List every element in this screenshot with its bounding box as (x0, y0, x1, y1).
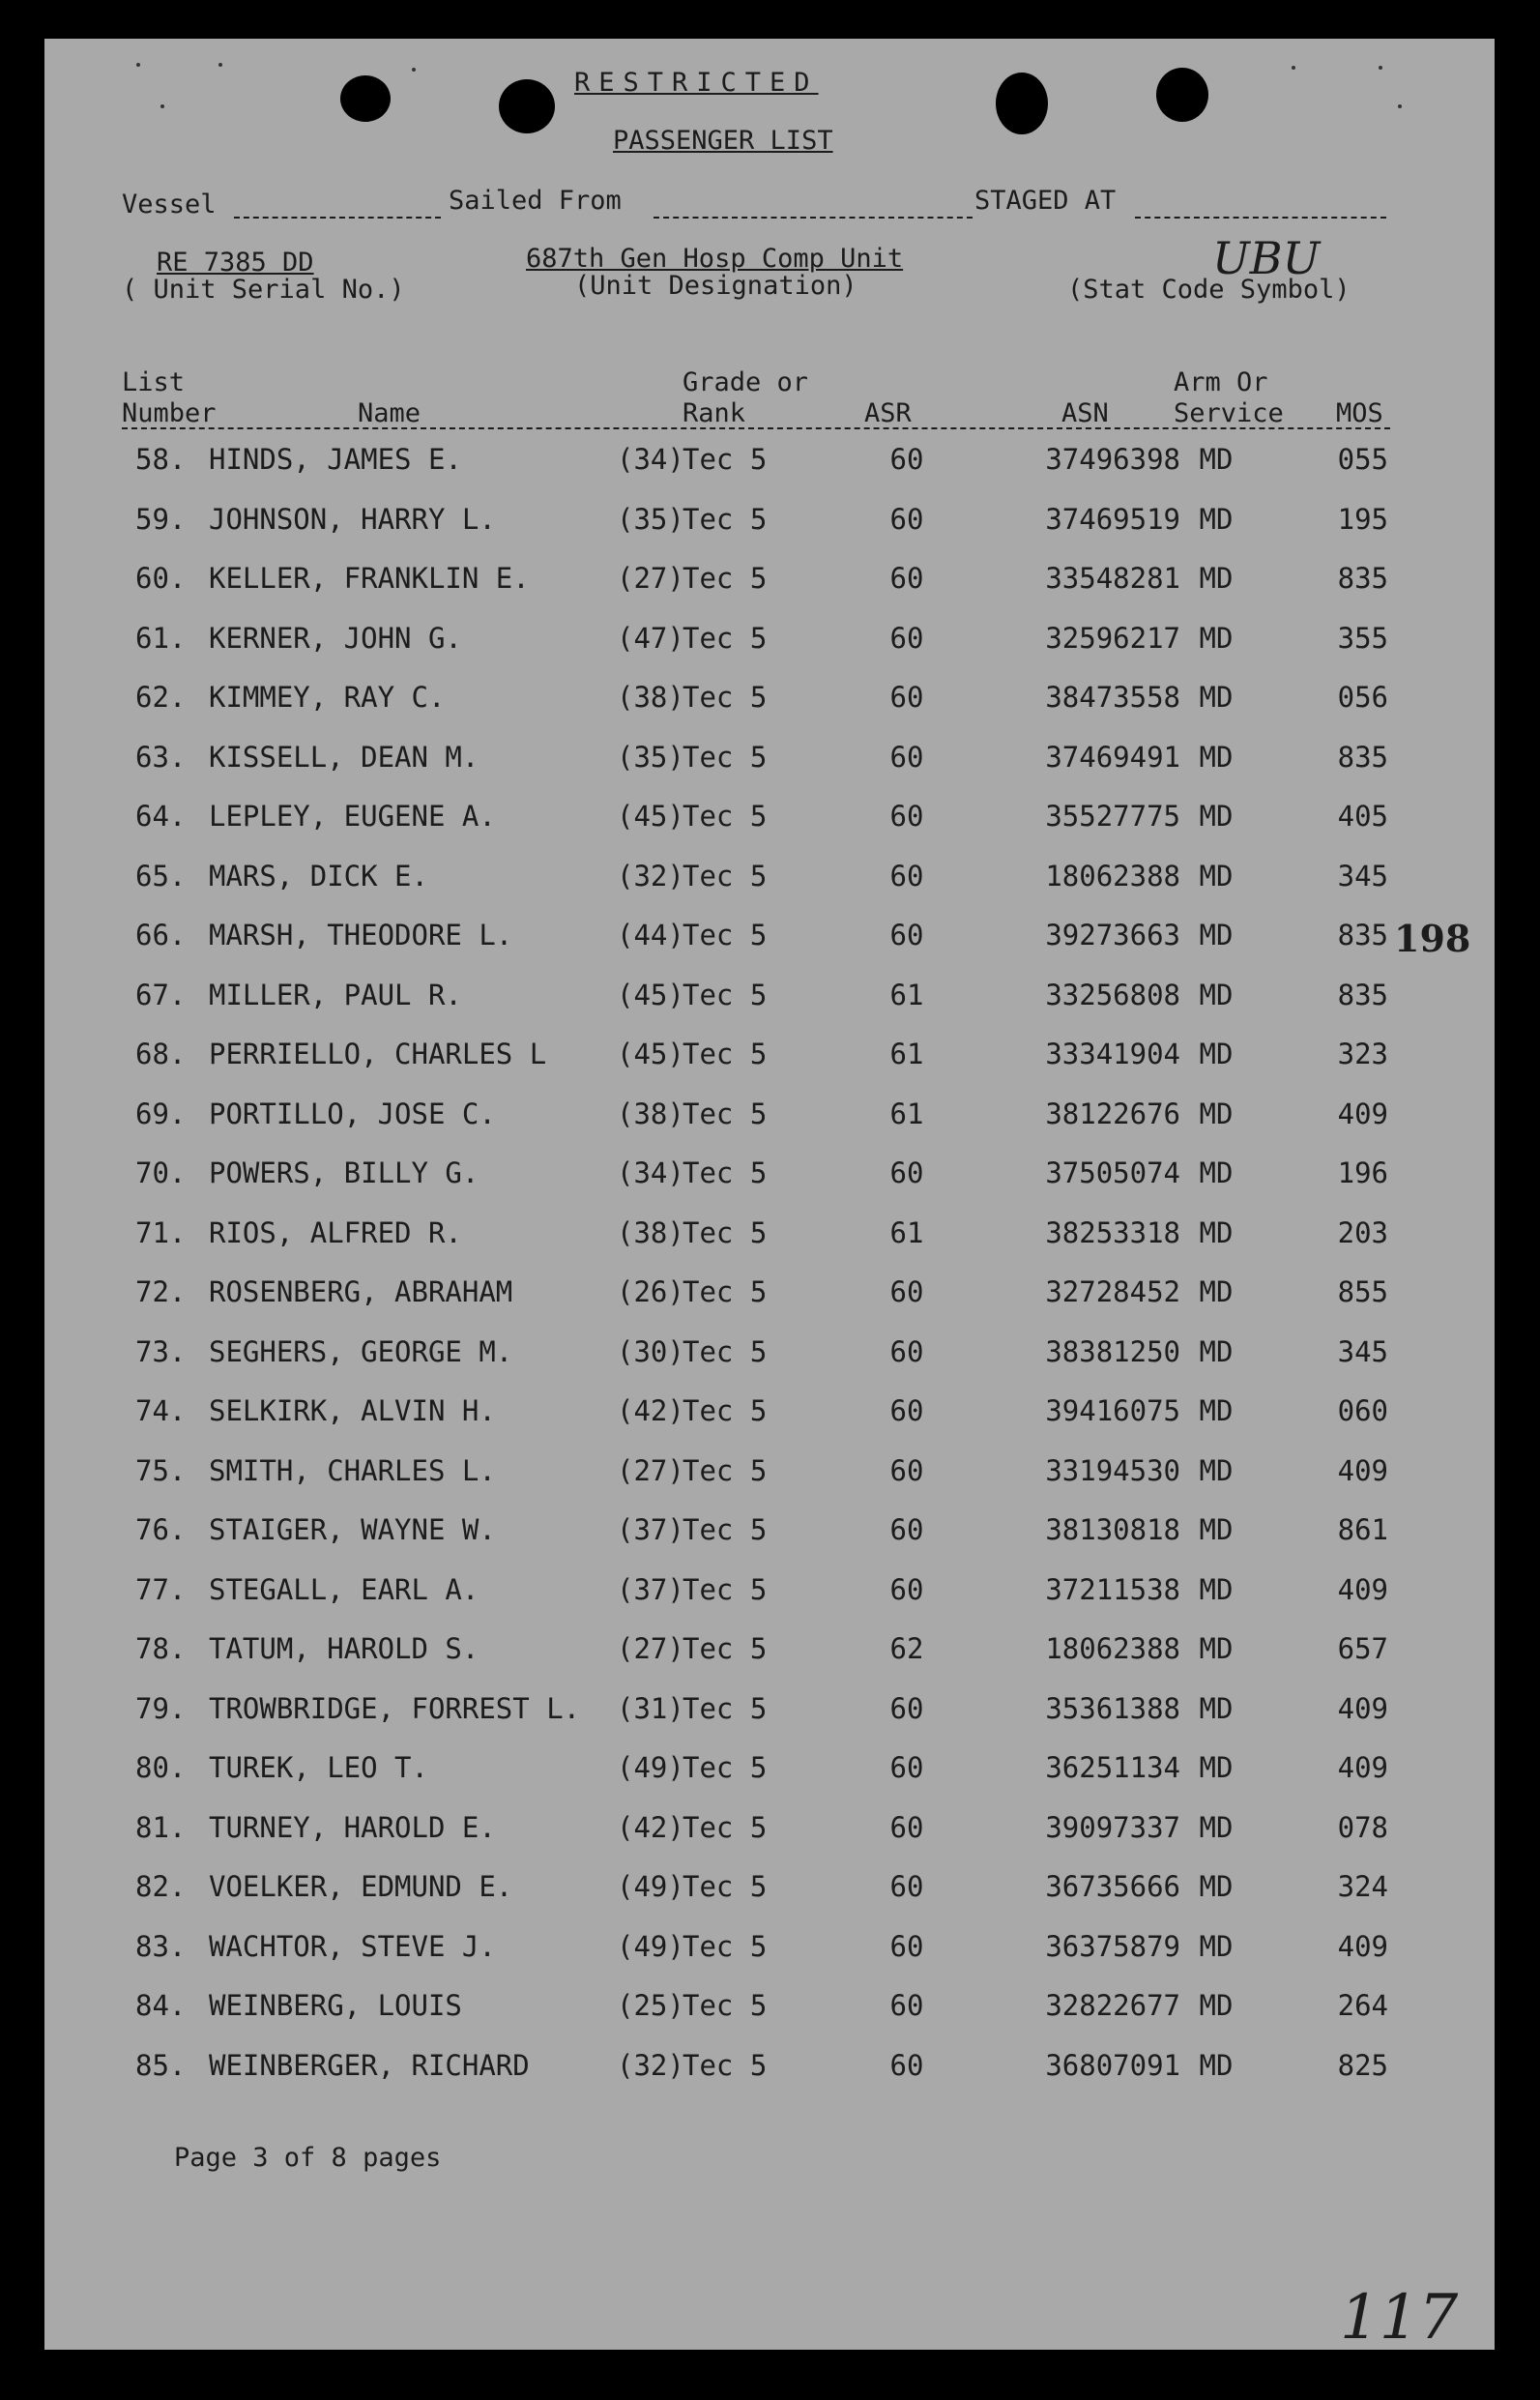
grade-rank: Tec 5 (683, 919, 768, 951)
arm-service: MD (1199, 1632, 1234, 1665)
asr-score: 60 (889, 1275, 924, 1308)
staged-at-label: STAGED AT (974, 186, 1117, 216)
passenger-age: (45) (617, 1038, 684, 1070)
arm-service: MD (1199, 1513, 1234, 1546)
table-row (44, 1394, 1495, 1433)
passenger-name: ROSENBERG, ABRAHAM (209, 1275, 513, 1308)
list-number: 60. (135, 562, 187, 595)
table-row (44, 1216, 1495, 1255)
grade-rank: Tec 5 (683, 1097, 768, 1130)
asr-score: 60 (889, 1453, 924, 1487)
list-number: 83. (135, 1929, 187, 1963)
mos-code: 861 (1337, 1513, 1388, 1546)
arm-service: MD (1199, 1751, 1234, 1784)
asr-score: 60 (889, 681, 924, 714)
passenger-age: (30) (617, 1334, 684, 1368)
passenger-age: (27) (617, 1453, 684, 1487)
passenger-name: PERRIELLO, CHARLES L (209, 1038, 547, 1070)
asn-number: 37469491 (1045, 740, 1180, 774)
asr-score: 60 (889, 740, 924, 774)
passenger-name: SEGHERS, GEORGE M. (209, 1334, 513, 1368)
list-number: 65. (135, 859, 187, 893)
list-number: 62. (135, 681, 187, 714)
unit-serial-label: ( Unit Serial No.) (122, 275, 405, 305)
asn-number: 33548281 (1045, 562, 1180, 595)
arm-service: MD (1199, 1453, 1234, 1487)
col-name: Name (358, 398, 421, 428)
arm-service: MD (1199, 681, 1234, 714)
asr-score: 60 (889, 1572, 924, 1606)
list-number: 74. (135, 1394, 187, 1427)
table-row (44, 741, 1495, 779)
asn-number: 35361388 (1045, 1691, 1180, 1725)
passenger-age: (27) (617, 562, 684, 595)
passenger-name: WEINBERG, LOUIS (209, 1989, 462, 2022)
passenger-age: (26) (617, 1275, 684, 1308)
passenger-name: WACHTOR, STEVE J. (209, 1929, 496, 1963)
asr-score: 60 (889, 562, 924, 595)
asn-number: 18062388 (1045, 1632, 1180, 1665)
grade-rank: Tec 5 (683, 562, 768, 595)
handwritten-page-number: 117 (1340, 2282, 1459, 2354)
asr-score: 61 (889, 1097, 924, 1130)
table-row (44, 1335, 1495, 1374)
grade-rank: Tec 5 (683, 859, 768, 893)
stat-code-label: (Stat Code Symbol) (1067, 275, 1351, 305)
asr-score: 60 (889, 1156, 924, 1189)
asn-number: 39097337 (1045, 1810, 1180, 1844)
asn-number: 36251134 (1045, 1751, 1180, 1784)
grade-rank: Tec 5 (683, 1572, 768, 1606)
table-row (44, 681, 1495, 719)
passenger-name: MARSH, THEODORE L. (209, 919, 513, 951)
document-title: RESTRICTED (574, 68, 819, 98)
arm-service: MD (1199, 1334, 1234, 1368)
list-number: 84. (135, 1989, 187, 2022)
asn-number: 39416075 (1045, 1394, 1180, 1427)
mos-code: 056 (1337, 681, 1388, 714)
mos-code: 345 (1337, 859, 1388, 893)
asr-score: 60 (889, 502, 924, 536)
punch-hole (499, 79, 555, 133)
arm-service: MD (1199, 1038, 1234, 1070)
col-arm: Arm Or Service (1174, 367, 1284, 428)
passenger-age: (47) (617, 621, 684, 655)
mos-code: 409 (1337, 1691, 1388, 1725)
list-number: 68. (135, 1038, 187, 1070)
table-row (44, 622, 1495, 660)
asr-score: 61 (889, 978, 924, 1011)
asn-number: 37505074 (1045, 1156, 1180, 1189)
passenger-age: (34) (617, 1156, 684, 1189)
asr-score: 60 (889, 1751, 924, 1784)
arm-service: MD (1199, 740, 1234, 774)
table-row (44, 979, 1495, 1017)
mos-code: 055 (1337, 443, 1388, 476)
arm-service: MD (1199, 1870, 1234, 1903)
grade-rank: Tec 5 (683, 1394, 768, 1427)
asn-number: 37211538 (1045, 1572, 1180, 1606)
list-number: 81. (135, 1810, 187, 1844)
passenger-age: (45) (617, 978, 684, 1011)
asr-score: 61 (889, 1038, 924, 1070)
grade-rank: Tec 5 (683, 1989, 768, 2022)
mos-code: 203 (1337, 1215, 1388, 1249)
asn-number: 36735666 (1045, 1870, 1180, 1903)
arm-service: MD (1199, 800, 1234, 833)
table-row (44, 1692, 1495, 1731)
passenger-age: (35) (617, 502, 684, 536)
grade-rank: Tec 5 (683, 1275, 768, 1308)
arm-service: MD (1199, 919, 1234, 951)
asn-number: 38473558 (1045, 681, 1180, 714)
punch-hole (340, 75, 391, 122)
arm-service: MD (1199, 621, 1234, 655)
arm-service: MD (1199, 2048, 1234, 2082)
asn-number: 32728452 (1045, 1275, 1180, 1308)
punch-hole (996, 73, 1048, 134)
asn-number: 33256808 (1045, 978, 1180, 1011)
mos-code: 409 (1337, 1929, 1388, 1963)
asr-score: 60 (889, 443, 924, 476)
passenger-age: (49) (617, 1751, 684, 1784)
asn-number: 38381250 (1045, 1334, 1180, 1368)
passenger-age: (38) (617, 1097, 684, 1130)
passenger-age: (32) (617, 859, 684, 893)
passenger-name: SELKIRK, ALVIN H. (209, 1394, 496, 1427)
mos-code: 060 (1337, 1394, 1388, 1427)
table-row (44, 1275, 1495, 1314)
col-mos: MOS (1336, 398, 1383, 428)
mos-code: 855 (1337, 1275, 1388, 1308)
grade-rank: Tec 5 (683, 1691, 768, 1725)
asn-number: 32596217 (1045, 621, 1180, 655)
table-row (44, 1156, 1495, 1195)
mos-code: 825 (1337, 2048, 1388, 2082)
passenger-name: HINDS, JAMES E. (209, 443, 462, 476)
arm-service: MD (1199, 1215, 1234, 1249)
grade-rank: Tec 5 (683, 1632, 768, 1665)
mos-code: 355 (1337, 621, 1388, 655)
passenger-name: WEINBERGER, RICHARD (209, 2048, 530, 2082)
grade-rank: Tec 5 (683, 800, 768, 833)
passenger-name: PORTILLO, JOSE C. (209, 1097, 496, 1130)
passenger-name: KELLER, FRANKLIN E. (209, 562, 530, 595)
asn-number: 38122676 (1045, 1097, 1180, 1130)
asr-score: 60 (889, 1334, 924, 1368)
passenger-age: (31) (617, 1691, 684, 1725)
arm-service: MD (1199, 1691, 1234, 1725)
asr-score: 60 (889, 1870, 924, 1903)
list-number: 76. (135, 1513, 187, 1546)
list-number: 61. (135, 621, 187, 655)
list-number: 71. (135, 1215, 187, 1249)
mos-code: 323 (1337, 1038, 1388, 1070)
passenger-name: MARS, DICK E. (209, 859, 428, 893)
grade-rank: Tec 5 (683, 1334, 768, 1368)
grade-rank: Tec 5 (683, 1156, 768, 1189)
passenger-age: (34) (617, 443, 684, 476)
table-row (44, 443, 1495, 482)
asn-number: 33341904 (1045, 1038, 1180, 1070)
asn-number: 35527775 (1045, 800, 1180, 833)
grade-rank: Tec 5 (683, 2048, 768, 2082)
table-row (44, 562, 1495, 600)
asn-number: 37496398 (1045, 443, 1180, 476)
col-asn: ASN (1061, 398, 1109, 428)
vessel-label: Vessel (122, 190, 217, 220)
mos-code: 195 (1337, 502, 1388, 536)
arm-service: MD (1199, 562, 1234, 595)
list-number: 63. (135, 740, 187, 774)
asr-score: 60 (889, 1929, 924, 1963)
asn-number: 39273663 (1045, 919, 1180, 951)
grade-rank: Tec 5 (683, 1038, 768, 1070)
list-number: 79. (135, 1691, 187, 1725)
mos-code: 835 (1337, 919, 1388, 951)
col-list-number: List Number (122, 367, 217, 428)
passenger-name: LEPLEY, EUGENE A. (209, 800, 496, 833)
arm-service: MD (1199, 1156, 1234, 1189)
passenger-age: (42) (617, 1394, 684, 1427)
passenger-age: (37) (617, 1572, 684, 1606)
grade-rank: Tec 5 (683, 740, 768, 774)
passenger-name: TUREK, LEO T. (209, 1751, 428, 1784)
asn-number: 38253318 (1045, 1215, 1180, 1249)
table-row (44, 1098, 1495, 1136)
passenger-age: (37) (617, 1513, 684, 1546)
side-stamp-number: 198 (1394, 917, 1471, 960)
asr-score: 60 (889, 1394, 924, 1427)
table-row (44, 1573, 1495, 1612)
asr-score: 60 (889, 1513, 924, 1546)
grade-rank: Tec 5 (683, 443, 768, 476)
asn-number: 32822677 (1045, 1989, 1180, 2022)
unit-designation-value: 687th Gen Hosp Comp Unit (526, 244, 904, 274)
asr-score: 60 (889, 621, 924, 655)
table-row (44, 919, 1495, 957)
grade-rank: Tec 5 (683, 1751, 768, 1784)
list-number: 59. (135, 502, 187, 536)
grade-rank: Tec 5 (683, 1513, 768, 1546)
passenger-age: (44) (617, 919, 684, 951)
list-number: 67. (135, 978, 187, 1011)
arm-service: MD (1199, 1394, 1234, 1427)
list-number: 70. (135, 1156, 187, 1189)
passenger-age: (27) (617, 1632, 684, 1665)
asr-score: 61 (889, 1215, 924, 1249)
mos-code: 657 (1337, 1632, 1388, 1665)
arm-service: MD (1199, 502, 1234, 536)
table-row (44, 1513, 1495, 1552)
arm-service: MD (1199, 1989, 1234, 2022)
asr-score: 60 (889, 2048, 924, 2082)
asr-score: 60 (889, 919, 924, 951)
grade-rank: Tec 5 (683, 502, 768, 536)
mos-code: 196 (1337, 1156, 1388, 1189)
mos-code: 835 (1337, 562, 1388, 595)
mos-code: 835 (1337, 978, 1388, 1011)
list-number: 64. (135, 800, 187, 833)
passenger-age: (38) (617, 681, 684, 714)
passenger-name: RIOS, ALFRED R. (209, 1215, 462, 1249)
mos-code: 409 (1337, 1097, 1388, 1130)
table-row (44, 503, 1495, 541)
asr-score: 60 (889, 1810, 924, 1844)
list-number: 66. (135, 919, 187, 951)
mos-code: 835 (1337, 740, 1388, 774)
passenger-name: POWERS, BILLY G. (209, 1156, 479, 1189)
asr-score: 60 (889, 859, 924, 893)
arm-service: MD (1199, 859, 1234, 893)
table-row (44, 1811, 1495, 1850)
list-number: 75. (135, 1453, 187, 1487)
passenger-age: (38) (617, 1215, 684, 1249)
list-number: 69. (135, 1097, 187, 1130)
mos-code: 409 (1337, 1751, 1388, 1784)
arm-service: MD (1199, 1810, 1234, 1844)
mos-code: 324 (1337, 1870, 1388, 1903)
table-row (44, 800, 1495, 838)
mos-code: 405 (1337, 800, 1388, 833)
grade-rank: Tec 5 (683, 1870, 768, 1903)
passenger-age: (25) (617, 1989, 684, 2022)
grade-rank: Tec 5 (683, 1929, 768, 1963)
passenger-name: KISSELL, DEAN M. (209, 740, 479, 774)
mos-code: 345 (1337, 1334, 1388, 1368)
unit-designation-label: (Unit Designation) (574, 271, 857, 301)
asn-number: 36807091 (1045, 2048, 1180, 2082)
table-row (44, 1038, 1495, 1076)
list-number: 82. (135, 1870, 187, 1903)
table-row (44, 2049, 1495, 2088)
table-row (44, 1751, 1495, 1790)
arm-service: MD (1199, 1097, 1234, 1130)
table-row (44, 1989, 1495, 2028)
arm-service: MD (1199, 1929, 1234, 1963)
mos-code: 264 (1337, 1989, 1388, 2022)
passenger-name: MILLER, PAUL R. (209, 978, 462, 1011)
grade-rank: Tec 5 (683, 1215, 768, 1249)
table-row (44, 860, 1495, 898)
passenger-name: TROWBRIDGE, FORREST L. (209, 1691, 581, 1725)
grade-rank: Tec 5 (683, 621, 768, 655)
stat-code-value: UBU (1212, 232, 1321, 284)
asn-number: 33194530 (1045, 1453, 1180, 1487)
passenger-name: TATUM, HAROLD S. (209, 1632, 479, 1665)
grade-rank: Tec 5 (683, 1453, 768, 1487)
list-number: 77. (135, 1572, 187, 1606)
passenger-age: (49) (617, 1870, 684, 1903)
passenger-name: KIMMEY, RAY C. (209, 681, 446, 714)
table-row (44, 1930, 1495, 1969)
list-number: 85. (135, 2048, 187, 2082)
list-number: 80. (135, 1751, 187, 1784)
passenger-name: SMITH, CHARLES L. (209, 1453, 496, 1487)
grade-rank: Tec 5 (683, 681, 768, 714)
asr-score: 60 (889, 1989, 924, 2022)
asr-score: 60 (889, 800, 924, 833)
asn-number: 38130818 (1045, 1513, 1180, 1546)
passenger-name: KERNER, JOHN G. (209, 621, 462, 655)
table-row (44, 1870, 1495, 1909)
list-number: 73. (135, 1334, 187, 1368)
table-row (44, 1632, 1495, 1671)
arm-service: MD (1199, 443, 1234, 476)
page-footer: Page 3 of 8 pages (174, 2143, 442, 2173)
passenger-age: (42) (617, 1810, 684, 1844)
mos-code: 409 (1337, 1572, 1388, 1606)
grade-rank: Tec 5 (683, 1810, 768, 1844)
mos-code: 409 (1337, 1453, 1388, 1487)
asr-score: 62 (889, 1632, 924, 1665)
arm-service: MD (1199, 1572, 1234, 1606)
arm-service: MD (1199, 978, 1234, 1011)
passenger-age: (32) (617, 2048, 684, 2082)
document-subtitle: PASSENGER LIST (613, 126, 833, 156)
passenger-name: JOHNSON, HARRY L. (209, 502, 496, 536)
grade-rank: Tec 5 (683, 978, 768, 1011)
arm-service: MD (1199, 1275, 1234, 1308)
passenger-name: STAIGER, WAYNE W. (209, 1513, 496, 1546)
asn-number: 37469519 (1045, 502, 1180, 536)
list-number: 58. (135, 443, 187, 476)
asn-number: 18062388 (1045, 859, 1180, 893)
sailed-from-label: Sailed From (449, 186, 622, 216)
table-row (44, 1454, 1495, 1493)
passenger-name: VOELKER, EDMUND E. (209, 1870, 513, 1903)
col-grade: Grade or Rank (683, 367, 809, 428)
document-page (44, 39, 1495, 2354)
unit-serial-value: RE 7385 DD (157, 248, 314, 278)
list-number: 72. (135, 1275, 187, 1308)
passenger-age: (45) (617, 800, 684, 833)
mos-code: 078 (1337, 1810, 1388, 1844)
passenger-name: STEGALL, EARL A. (209, 1572, 479, 1606)
list-number: 78. (135, 1632, 187, 1665)
asn-number: 36375879 (1045, 1929, 1180, 1963)
passenger-age: (35) (617, 740, 684, 774)
asr-score: 60 (889, 1691, 924, 1725)
passenger-name: TURNEY, HAROLD E. (209, 1810, 496, 1844)
passenger-age: (49) (617, 1929, 684, 1963)
punch-hole (1156, 68, 1208, 122)
col-asr: ASR (864, 398, 912, 428)
